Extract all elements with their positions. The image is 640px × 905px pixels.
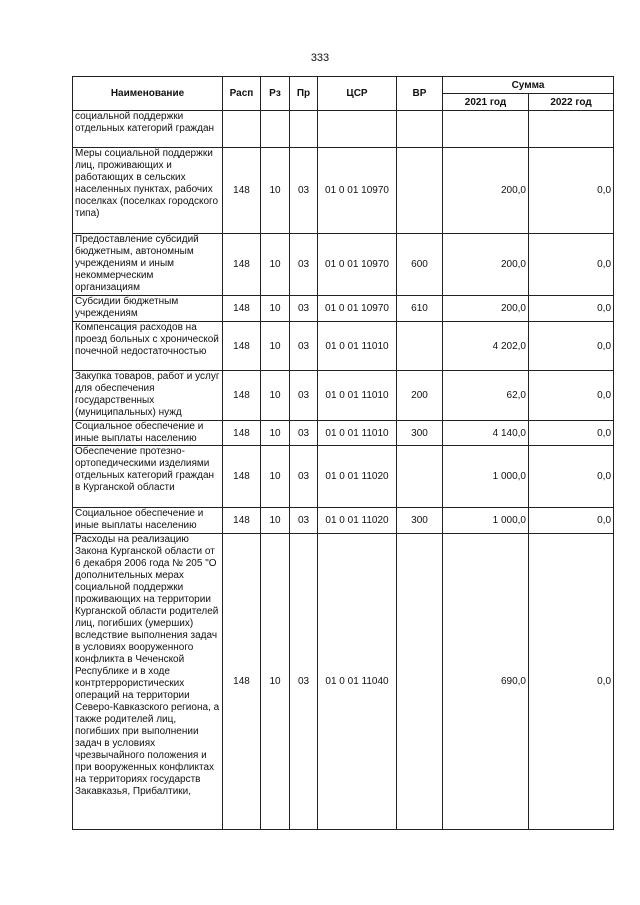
row-rz: 10 xyxy=(261,421,290,446)
table-row xyxy=(73,371,614,421)
row-name: Меры социальной поддержки лиц, проживающих и работающих в сельских населенных пунктах, рабочих поселках (поселках городского типа) xyxy=(73,148,223,234)
row-sum-2021: 1 000,0 xyxy=(443,446,529,508)
row-sum-2022: 0,0 xyxy=(529,296,614,322)
row-name: Закупка товаров, работ и услуг для обеспечения государственных (муниципальных) нужд xyxy=(73,371,223,421)
row-sum-2022: 0,0 xyxy=(529,371,614,421)
row-name: Социальное обеспечение и иные выплаты населению xyxy=(73,508,223,534)
row-sum-2021: 200,0 xyxy=(443,296,529,322)
row-rz: 10 xyxy=(261,148,290,234)
header-rz: Рз xyxy=(261,77,290,111)
row-vr xyxy=(397,446,443,508)
row-name: Субсидии бюджетным учреждениям xyxy=(73,296,223,322)
row-rasp: 148 xyxy=(223,446,261,508)
row-vr: 300 xyxy=(397,421,443,446)
row-vr: 300 xyxy=(397,508,443,534)
table-row xyxy=(73,446,614,508)
row-csr: 01 0 01 10970 xyxy=(318,296,397,322)
header-pr: Пр xyxy=(290,77,318,111)
row-csr xyxy=(318,111,397,148)
table-row xyxy=(73,421,614,446)
row-csr: 01 0 01 10970 xyxy=(318,234,397,296)
row-sum-2021: 1 000,0 xyxy=(443,508,529,534)
row-sum-2022: 0,0 xyxy=(529,234,614,296)
row-rz: 10 xyxy=(261,322,290,371)
row-rasp: 148 xyxy=(223,322,261,371)
row-sum-2021: 4 140,0 xyxy=(443,421,529,446)
table-row xyxy=(73,148,614,234)
row-name: социальной поддержки отдельных категорий граждан xyxy=(73,111,223,148)
row-rz: 10 xyxy=(261,508,290,534)
row-rasp: 148 xyxy=(223,534,261,830)
row-rasp: 148 xyxy=(223,234,261,296)
row-csr: 01 0 01 11010 xyxy=(318,322,397,371)
row-vr: 610 xyxy=(397,296,443,322)
row-vr: 600 xyxy=(397,234,443,296)
row-sum-2021: 62,0 xyxy=(443,371,529,421)
row-pr: 03 xyxy=(290,234,318,296)
row-rasp: 148 xyxy=(223,508,261,534)
table-row xyxy=(73,234,614,296)
row-rz xyxy=(261,111,290,148)
table-row xyxy=(73,322,614,371)
header-sum: Сумма xyxy=(443,77,614,94)
row-vr xyxy=(397,534,443,830)
header-csr: ЦСР xyxy=(318,77,397,111)
header-rasp: Расп xyxy=(223,77,261,111)
budget-table xyxy=(72,76,614,830)
row-pr xyxy=(290,111,318,148)
row-rasp xyxy=(223,111,261,148)
row-vr: 200 xyxy=(397,371,443,421)
row-name: Расходы на реализацию Закона Курганской области от 6 декабря 2006 года № 205 "О дополнительных мерах социальной поддержки проживающих на территории Курганской области родителей лиц, погибших (умерших) вследствие выполнения задач в условиях вооруженного конфликта в Чеченской Республике и в ходе контртеррористических операций на территории Северо-Кавказского региона, а также родителей лиц, погибших при выполнении задач в условиях чрезвычайного положения и при вооруженных конфликтах на территориях государств Закавказья, Прибалтики, xyxy=(73,534,223,830)
row-vr xyxy=(397,111,443,148)
row-rasp: 148 xyxy=(223,421,261,446)
row-sum-2022: 0,0 xyxy=(529,148,614,234)
row-sum-2022: 0,0 xyxy=(529,446,614,508)
row-sum-2021: 200,0 xyxy=(443,234,529,296)
row-rz: 10 xyxy=(261,371,290,421)
row-vr xyxy=(397,148,443,234)
row-rz: 10 xyxy=(261,296,290,322)
row-sum-2022: 0,0 xyxy=(529,322,614,371)
row-name: Компенсация расходов на проезд больных с хронической почечной недостаточностью xyxy=(73,322,223,371)
row-rasp: 148 xyxy=(223,296,261,322)
row-sum-2022: 0,0 xyxy=(529,421,614,446)
table-row xyxy=(73,111,614,148)
row-pr: 03 xyxy=(290,508,318,534)
row-rz: 10 xyxy=(261,534,290,830)
table-row xyxy=(73,508,614,534)
row-pr: 03 xyxy=(290,148,318,234)
header-year-2021: 2021 год xyxy=(443,94,529,111)
row-csr: 01 0 01 11010 xyxy=(318,421,397,446)
row-rz: 10 xyxy=(261,446,290,508)
row-sum-2021: 200,0 xyxy=(443,148,529,234)
row-name: Обеспечение протезно-ортопедическими изделиями отдельных категорий граждан в Курганской области xyxy=(73,446,223,508)
row-name: Предоставление субсидий бюджетным, автономным учреждениям и иным некоммерческим организациям xyxy=(73,234,223,296)
row-pr: 03 xyxy=(290,446,318,508)
row-csr: 01 0 01 11010 xyxy=(318,371,397,421)
row-rasp: 148 xyxy=(223,148,261,234)
table-row xyxy=(73,296,614,322)
page-number: 333 xyxy=(310,52,330,64)
row-csr: 01 0 01 11040 xyxy=(318,534,397,830)
row-rz: 10 xyxy=(261,234,290,296)
row-pr: 03 xyxy=(290,421,318,446)
header-name: Наименование xyxy=(73,77,223,111)
row-sum-2021: 4 202,0 xyxy=(443,322,529,371)
row-sum-2021: 690,0 xyxy=(443,534,529,830)
row-csr: 01 0 01 11020 xyxy=(318,446,397,508)
row-csr: 01 0 01 10970 xyxy=(318,148,397,234)
header-year-2022: 2022 год xyxy=(529,94,614,111)
row-sum-2022 xyxy=(529,111,614,148)
row-pr: 03 xyxy=(290,296,318,322)
row-sum-2022: 0,0 xyxy=(529,508,614,534)
row-rasp: 148 xyxy=(223,371,261,421)
row-sum-2021 xyxy=(443,111,529,148)
row-pr: 03 xyxy=(290,322,318,371)
row-sum-2022: 0,0 xyxy=(529,534,614,830)
header-vr: ВР xyxy=(397,77,443,111)
row-csr: 01 0 01 11020 xyxy=(318,508,397,534)
table-row xyxy=(73,534,614,830)
row-pr: 03 xyxy=(290,371,318,421)
row-vr xyxy=(397,322,443,371)
row-name: Социальное обеспечение и иные выплаты населению xyxy=(73,421,223,446)
row-pr: 03 xyxy=(290,534,318,830)
